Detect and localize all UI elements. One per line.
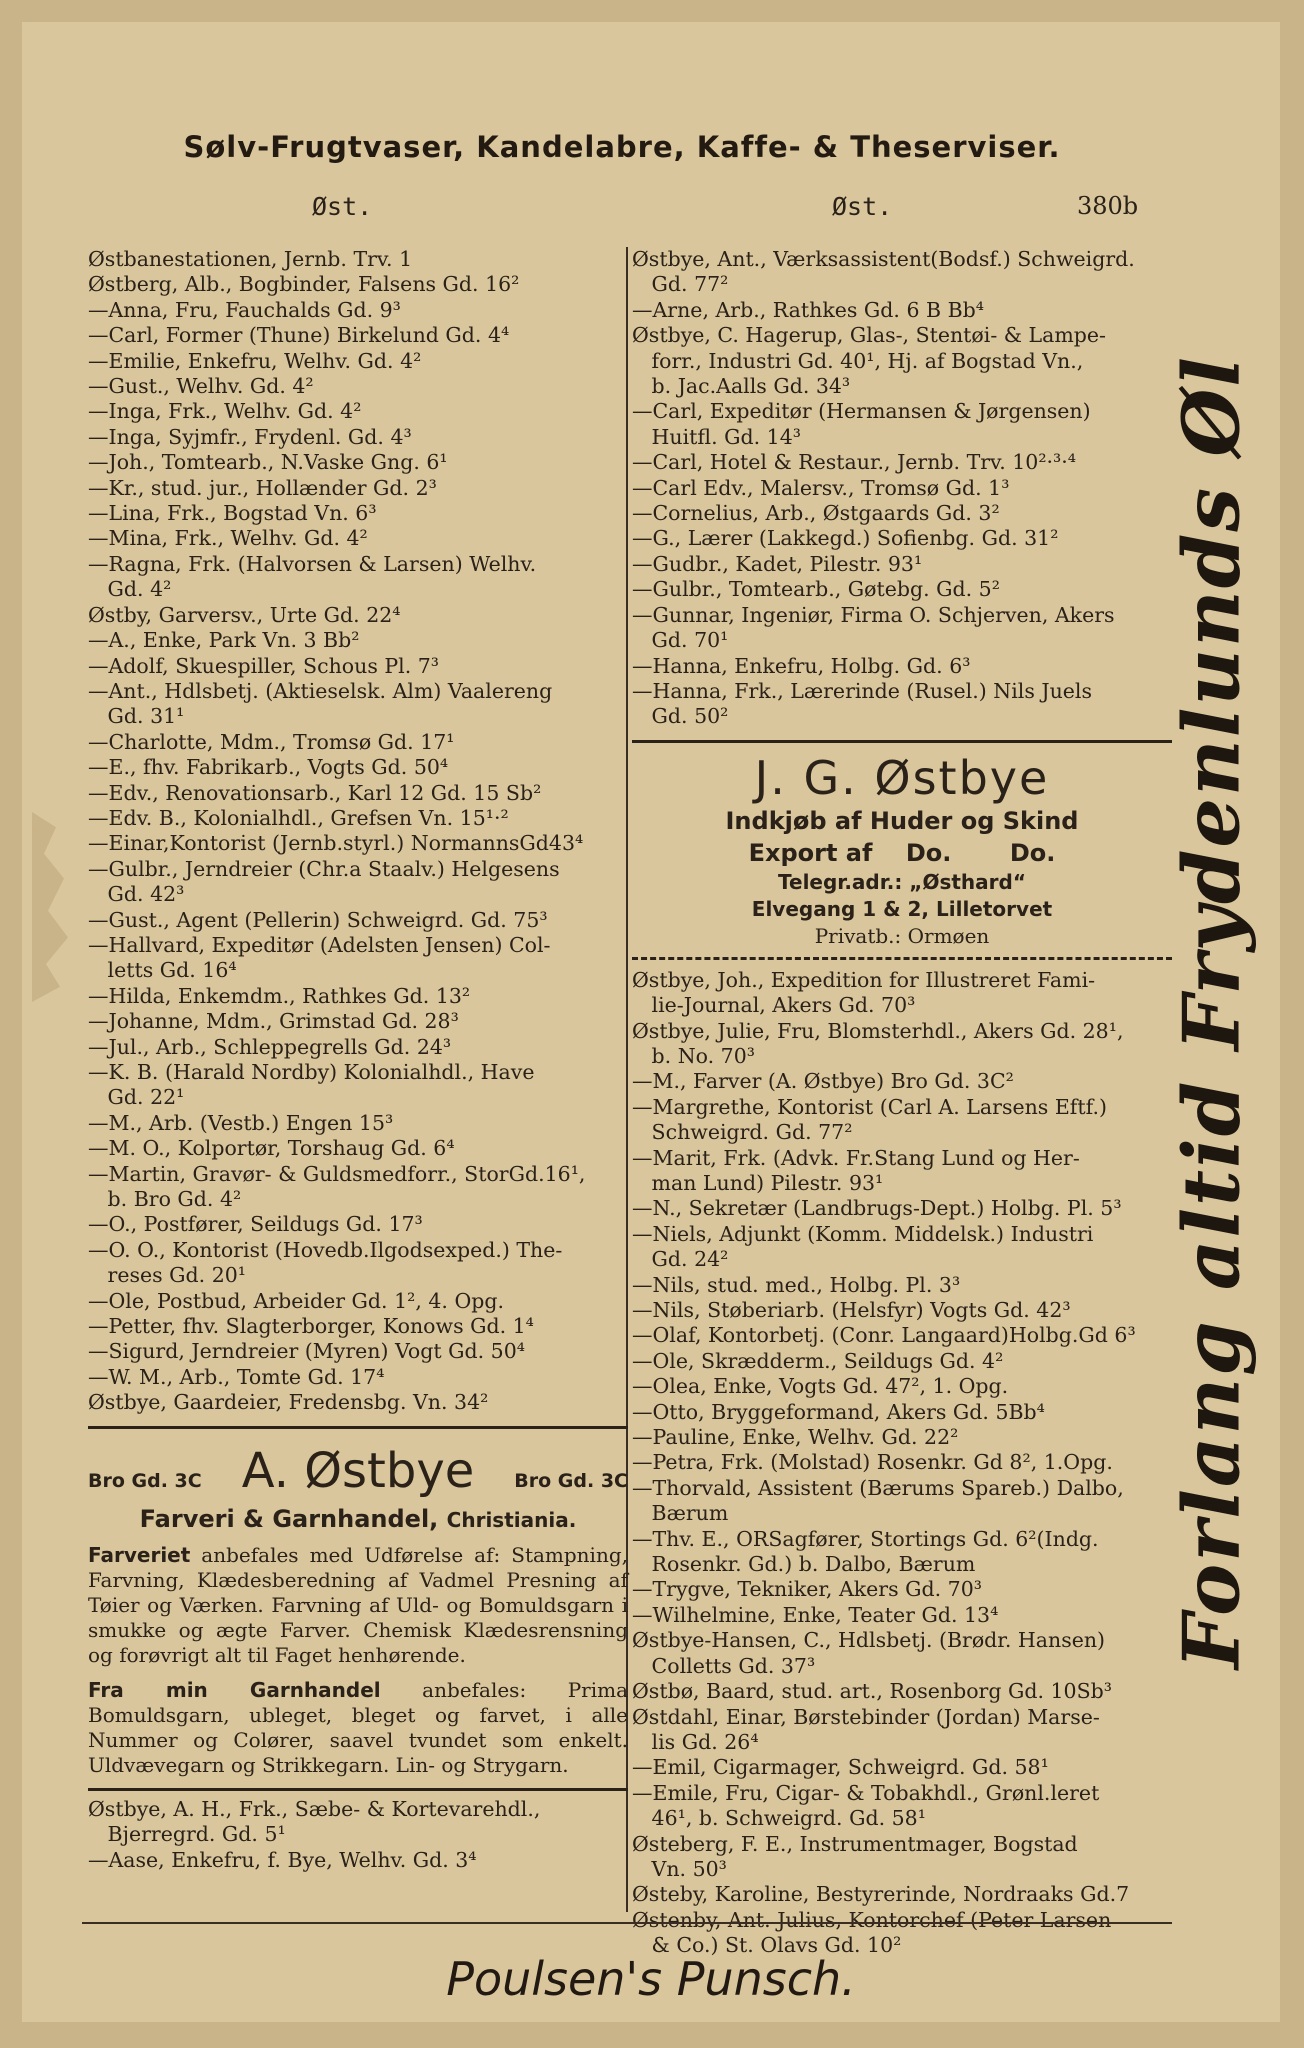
directory-entry: Gd. 4² <box>88 577 172 602</box>
directory-entry: —Sigurd, Jerndreier (Myren) Vogt Gd. 50⁴ <box>88 1339 525 1364</box>
directory-entry: reses Gd. 20¹ <box>88 1263 247 1288</box>
directory-entry: —Gunnar, Ingeniør, Firma O. Schjerven, Akers <box>632 602 1115 627</box>
directory-entry: —Nils, Støberiarb. (Helsfyr) Vogts Gd. 42³ <box>632 1298 1071 1322</box>
directory-entry: b. No. 70³ <box>632 1043 755 1068</box>
directory-entry: Gd. 70¹ <box>632 628 729 653</box>
ad-subtitle-main: Farveri & Garnhandel, <box>139 1504 439 1533</box>
directory-entry: —Gudbr., Kadet, Pilestr. 93¹ <box>632 551 923 576</box>
directory-entry: letts Gd. 16⁴ <box>88 958 237 983</box>
directory-entry: Colletts Gd. 37³ <box>632 1653 816 1678</box>
directory-entry: Østeby, Karoline, Bestyrerinde, Nordraaks Gd.7 <box>632 1882 1130 1907</box>
footer-advertisement: Poulsen's Punsch. <box>446 1952 856 2006</box>
directory-entry: Østbye, Julie, Fru, Blomsterhdl., Akers Gd. 28¹, <box>632 1018 1124 1043</box>
directory-entry: Gd. 50² <box>632 704 729 729</box>
directory-entry: —Petra, Frk. (Molstad) Rosenkr. Gd 8², 1.Opg. <box>632 1450 1113 1475</box>
directory-entry: —Kr., stud. jur., Hollænder Gd. 2³ <box>88 475 437 500</box>
directory-entry: —Carl, Former (Thune) Birkelund Gd. 4⁴ <box>88 323 510 348</box>
directory-entry: Østenby, Ant. Julius, Kontorchef (Peter Larsen <box>632 1907 1112 1932</box>
directory-entry: forr., Industri Gd. 40¹, Hj. af Bogstad Vn., <box>632 348 1084 373</box>
directory-entry: Østbye, A. H., Frk., Sæbe- & Kortevarehdl., <box>88 1796 541 1821</box>
directory-entry: —Martin, Gravør- & Guldsmedforr., StorGd.16¹, <box>88 1161 586 1186</box>
directory-entry: Østberg, Alb., Bogbinder, Falsens Gd. 16² <box>88 272 520 297</box>
directory-entry: —Gust., Welhv. Gd. 4² <box>88 374 314 399</box>
directory-entry: Gd. 24² <box>632 1247 729 1272</box>
left-column <box>88 247 628 1873</box>
directory-entry: —Hallvard, Expeditør (Adelsten Jensen) Col- <box>88 932 551 957</box>
divider-rule <box>88 1788 628 1791</box>
ad-line-5: Privatb.: Ormøen <box>814 923 990 948</box>
ad-para2-lead: Fra min Garnhandel <box>88 1677 381 1702</box>
ad-company-name: J. G. Østbye <box>754 750 1050 805</box>
directory-entry: —G., Lærer (Lakkegd.) Sofienbg. Gd. 31² <box>632 526 1059 551</box>
directory-entry: —Joh., Tomtearb., N.Vaske Gng. 6¹ <box>88 450 448 475</box>
directory-entry: Østbye, Joh., Expedition for Illustreret Fami- <box>632 967 1096 992</box>
divider-rule <box>88 1426 628 1429</box>
directory-entry: —Einar,Kontorist (Jernb.styrl.) NormannsGd43⁴ <box>88 831 584 856</box>
directory-entry: —Thv. E., ORSagfører, Stortings Gd. 6²(Indg. <box>632 1526 1099 1551</box>
directory-entry: —Trygve, Tekniker, Akers Gd. 70³ <box>632 1577 982 1602</box>
directory-entry: —Cornelius, Arb., Østgaards Gd. 3² <box>632 501 1000 526</box>
directory-entry: Østbø, Baard, stud. art., Rosenborg Gd. 10Sb³ <box>632 1679 1112 1704</box>
directory-entry: —Hanna, Frk., Lærerinde (Rusel.) Nils Juels <box>632 678 1092 703</box>
header-banner: Sølv-Frugtvaser, Kandelabre, Kaffe- & Theserviser. <box>183 130 1061 164</box>
ad-paragraph-1 <box>88 1543 628 1668</box>
directory-entry: —Thorvald, Assistent (Bærums Spareb.) Dalbo, <box>632 1475 1124 1500</box>
directory-entry: Schweigrd. Gd. 77² <box>632 1120 853 1145</box>
page-number: 380b <box>1077 192 1139 220</box>
directory-entry: —Edv., Renovationsarb., Karl 12 Gd. 15 Sb² <box>88 780 542 805</box>
directory-entry: —Otto, Bryggeformand, Akers Gd. 5Bb⁴ <box>632 1399 1045 1424</box>
directory-entry: —Arne, Arb., Rathkes Gd. 6 B Bb⁴ <box>632 297 984 322</box>
directory-entry: —Nils, stud. med., Holbg. Pl. 3³ <box>632 1272 961 1297</box>
directory-entry: b. Bro Gd. 4² <box>88 1187 242 1212</box>
ad-paragraph-2 <box>88 1678 628 1778</box>
directory-entry: —Margrethe, Kontorist (Carl A. Larsens Eftf.) <box>632 1094 1107 1119</box>
directory-entry: —Emil, Cigarmager, Schweigrd. Gd. 58¹ <box>632 1755 1049 1780</box>
right-column <box>632 247 1172 1959</box>
directory-entry: Østbye, C. Hagerup, Glas-, Stentøi- & Lampe- <box>632 323 1106 348</box>
footer-rule <box>82 1922 1172 1924</box>
directory-entry: —Hanna, Enkefru, Holbg. Gd. 6³ <box>632 653 971 678</box>
directory-entry: —Edv. B., Kolonialhdl., Grefsen Vn. 15¹·² <box>88 805 509 830</box>
directory-entry: —M., Arb. (Vestb.) Engen 15³ <box>88 1110 394 1135</box>
directory-entry: —Anna, Fru, Fauchalds Gd. 9³ <box>88 297 401 322</box>
directory-entry: —Gulbr., Jerndreier (Chr.a Staalv.) Helgesens <box>88 856 560 881</box>
directory-entry: —Olea, Enke, Vogts Gd. 47², 1. Opg. <box>632 1374 1009 1399</box>
directory-entry: —N., Sekretær (Landbrugs-Dept.) Holbg. Pl. 5³ <box>632 1196 1122 1221</box>
directory-entry: —M. O., Kolportør, Torshaug Gd. 6⁴ <box>88 1136 455 1161</box>
ad-line-1: Indkjøb af Huder og Skind <box>725 806 1079 835</box>
directory-entry: —O., Postfører, Seildugs Gd. 17³ <box>88 1212 423 1237</box>
directory-entry: lie-Journal, Akers Gd. 70³ <box>632 993 916 1018</box>
advertisement-jg-ostbye <box>632 751 1172 949</box>
directory-entry: —Johanne, Mdm., Grimstad Gd. 28³ <box>88 1009 459 1034</box>
directory-entry: Rosenkr. Gd.) b. Dalbo, Bærum <box>632 1552 976 1577</box>
directory-entry: & Co.) St. Olavs Gd. 10² <box>632 1933 902 1958</box>
directory-entry: —Pauline, Enke, Welhv. Gd. 22² <box>632 1425 959 1450</box>
ad-line-3: Telegr.adr.: „Østhard“ <box>778 869 1026 894</box>
directory-entry: —Charlotte, Mdm., Tromsø Gd. 17¹ <box>88 729 455 754</box>
directory-entry: —Ant., Hdlsbetj. (Aktieselsk. Alm) Vaalereng <box>88 678 553 703</box>
ad-subtitle <box>88 1505 628 1533</box>
directory-entry: —Gust., Agent (Pellerin) Schweigrd. Gd. 75³ <box>88 907 548 932</box>
side-advertisement <box>1152 355 1272 1669</box>
directory-entry: —A., Enke, Park Vn. 3 Bb² <box>88 628 360 653</box>
directory-entry: —W. M., Arb., Tomte Gd. 17⁴ <box>88 1364 385 1389</box>
divider-rule <box>632 957 1172 960</box>
directory-entry: 46¹, b. Schweigrd. Gd. 58¹ <box>632 1806 926 1831</box>
directory-entry: Østbye, Ant., Værksassistent(Bodsf.) Schweigrd. <box>632 247 1135 271</box>
directory-entry: —Mina, Frk., Welhv. Gd. 4² <box>88 526 368 551</box>
directory-entry: —Ragna, Frk. (Halvorsen & Larsen) Welhv. <box>88 551 537 576</box>
right-entry-list-bottom <box>632 968 1172 1959</box>
directory-entry: —Emilie, Enkefru, Welhv. Gd. 4² <box>88 348 422 373</box>
directory-entry: Østdahl, Einar, Børstebinder (Jordan) Marse- <box>632 1704 1100 1729</box>
directory-entry: —Hilda, Enkemdm., Rathkes Gd. 13² <box>88 983 471 1008</box>
advertisement-a-ostbye <box>88 1443 628 1778</box>
ad-line-4: Elvegang 1 & 2, Lilletorvet <box>751 896 1053 921</box>
directory-entry: —K. B. (Harald Nordby) Kolonialhdl., Have <box>88 1060 535 1084</box>
directory-entry: —Lina, Frk., Bogstad Vn. 6³ <box>88 501 377 526</box>
right-entry-list-top <box>632 247 1172 730</box>
directory-entry: —E., fhv. Fabrikarb., Vogts Gd. 50⁴ <box>88 755 449 780</box>
directory-entry: —Wilhelmine, Enke, Teater Gd. 13⁴ <box>632 1602 999 1627</box>
directory-entry: —Niels, Adjunkt (Komm. Middelsk.) Industri <box>632 1221 1094 1246</box>
directory-entry: man Lund) Pilestr. 93¹ <box>632 1170 884 1195</box>
left-entry-list <box>88 247 628 1416</box>
right-column-heading: Øst. <box>832 192 893 221</box>
directory-entry: —Adolf, Skuespiller, Schous Pl. 7³ <box>88 653 439 678</box>
divider-rule <box>632 740 1172 743</box>
ad-location-left: Bro Gd. 3C <box>88 1469 202 1492</box>
directory-entry: —Emile, Fru, Cigar- & Tobakhdl., Grønl.leret <box>632 1780 1100 1805</box>
directory-entry: —Ole, Skrædderm., Seildugs Gd. 4² <box>632 1348 1004 1373</box>
directory-entry: Huitfl. Gd. 14³ <box>632 424 801 449</box>
directory-entry: —Jul., Arb., Schleppegrells Gd. 24³ <box>88 1034 452 1059</box>
left-column-heading: Øst. <box>312 192 373 221</box>
directory-entry: Gd. 22¹ <box>88 1085 185 1110</box>
directory-entry: —Carl, Expeditør (Hermansen & Jørgensen) <box>632 399 1091 424</box>
directory-entry: Østbanestationen, Jernb. Trv. 1 <box>88 247 413 271</box>
directory-entry: —Petter, fhv. Slagterborger, Konows Gd. 1⁴ <box>88 1314 534 1339</box>
directory-entry: Bjerregrd. Gd. 5¹ <box>88 1822 286 1847</box>
directory-entry: —Ole, Postbud, Arbeider Gd. 1², 4. Opg. <box>88 1288 505 1313</box>
directory-entry: Østbye-Hansen, C., Hdlsbetj. (Brødr. Hansen) <box>632 1628 1106 1653</box>
ad-location-right: Bro Gd. 3C <box>514 1469 628 1492</box>
directory-entry: Gd. 31¹ <box>88 704 185 729</box>
ad-para2-text: anbefales: Prima Bomuldsgarn, ubleget, bleget og farvet, i alle Nummer og Colører, saavel tvundet som enkelt. Uldvævegarn og Strikkegarn. Lin- og Strygarn. <box>88 1677 628 1777</box>
directory-entry: —Gulbr., Tomtearb., Gøtebg. Gd. 5² <box>632 577 1000 602</box>
directory-page <box>22 22 1280 2022</box>
ad-subtitle-city: Christiania. <box>446 1507 577 1532</box>
directory-entry: —Aase, Enkefru, f. Bye, Welhv. Gd. 3⁴ <box>88 1847 477 1872</box>
directory-entry: b. Jac.Aalls Gd. 34³ <box>632 374 851 399</box>
left-tail-list <box>88 1797 628 1873</box>
directory-entry: Østeberg, F. E., Instrumentmager, Bogstad <box>632 1831 1078 1856</box>
directory-entry: Østby, Garversv., Urte Gd. 22⁴ <box>88 602 401 627</box>
directory-entry: Gd. 77² <box>632 272 729 297</box>
side-ad-text: Forlang altid Frydenlunds Øl <box>1166 355 1258 1669</box>
directory-entry: —M., Farver (A. Østbye) Bro Gd. 3C² <box>632 1069 1014 1094</box>
directory-entry: —Inga, Syjmfr., Frydenl. Gd. 4³ <box>88 424 412 449</box>
directory-entry: lis Gd. 26⁴ <box>632 1729 759 1754</box>
directory-entry: —Marit, Frk. (Advk. Fr.Stang Lund og Her- <box>632 1145 1080 1170</box>
directory-entry: —O. O., Kontorist (Hovedb.Ilgodsexped.) The- <box>88 1237 563 1262</box>
directory-entry: —Carl, Hotel & Restaur., Jernb. Trv. 10²·³·⁴ <box>632 450 1077 475</box>
directory-entry: Bærum <box>632 1501 729 1526</box>
directory-entry: Østbye, Gaardeier, Fredensbg. Vn. 34² <box>88 1390 489 1415</box>
ad-para1-lead: Farveriet <box>88 1542 191 1567</box>
ad-para1-text: anbefales med Udførelse af: Stampning, Farvning, Klædesberedning af Vadmel Presning af Tøier og Værken. Farvning af Uld- og Bomuldsgarn i smukke og ægte Farver. Chemisk Klædesrensning og forøvrigt alt til Faget henhørende. <box>88 1542 628 1667</box>
ad-line-2: Export af Do. Do. <box>748 838 1056 867</box>
directory-entry: —Olaf, Kontorbetj. (Conr. Langaard)Holbg.Gd 6³ <box>632 1323 1136 1348</box>
torn-edge <box>32 812 72 1002</box>
directory-entry: —Inga, Frk., Welhv. Gd. 4² <box>88 399 362 424</box>
ad-company-name: A. Østbye <box>241 1442 475 1499</box>
directory-entry: Vn. 50³ <box>632 1856 727 1881</box>
directory-entry: Gd. 42³ <box>88 882 185 907</box>
directory-entry: —Carl Edv., Malersv., Tromsø Gd. 1³ <box>632 475 1010 500</box>
